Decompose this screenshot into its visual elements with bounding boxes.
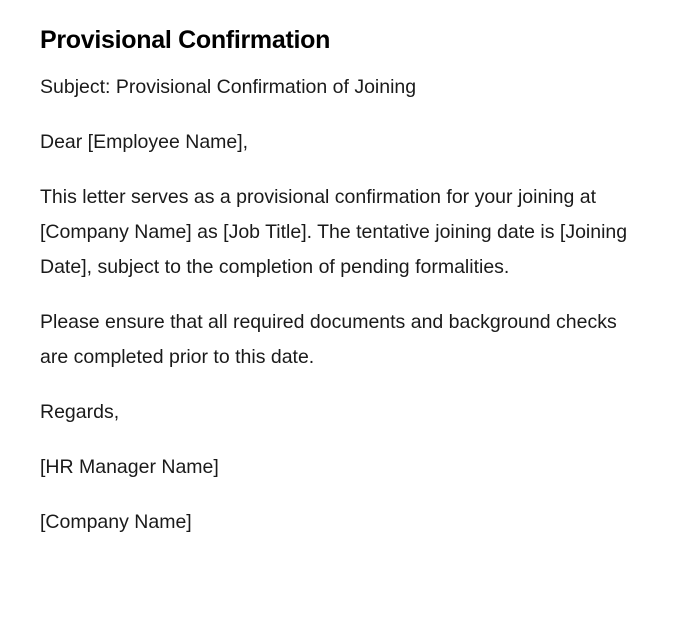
body-paragraph-2: Please ensure that all required documents and background checks are completed prior to this date. [40,311,617,368]
letter-document [40,22,640,560]
closing: Regards, [40,401,120,423]
signatory-name: [HR Manager Name] [40,456,219,478]
body-paragraph-1: This letter serves as a provisional confirmation for your joining at [Company Name] as [Job Title]. The tentative joining date is [Joining Date], subject to the completion of pending formalities. [40,186,628,278]
subject-line: Subject: Provisional Confirmation of Joining [40,76,417,98]
document-title: Provisional Confirmation [40,26,331,54]
signatory-company: [Company Name] [40,511,192,533]
salutation: Dear [Employee Name], [40,131,249,153]
